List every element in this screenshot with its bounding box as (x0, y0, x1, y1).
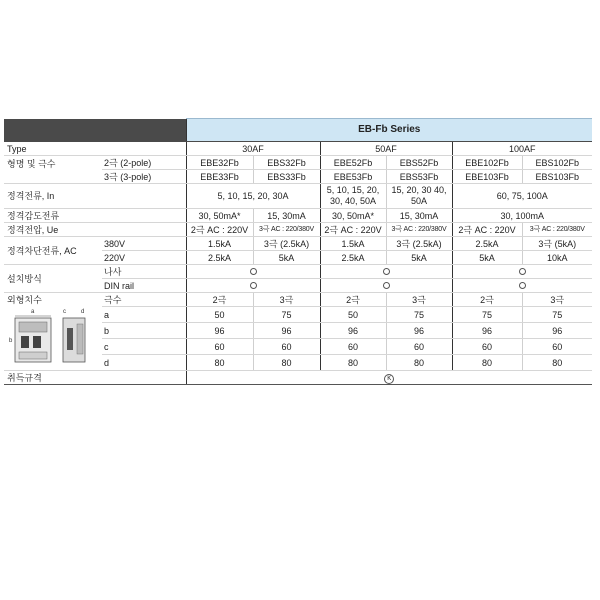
sensitivity-cell: 30, 50mA* (186, 209, 253, 223)
breaking-220v-label: 220V (102, 251, 186, 265)
type-label: Type (4, 142, 186, 156)
certification-row (4, 371, 592, 385)
rated-voltage-label: 정격전압, Ue (4, 223, 186, 237)
dim-cell: 96 (320, 323, 386, 339)
breaking-cell: 5kA (452, 251, 522, 265)
circle-mark-icon (383, 282, 390, 289)
dim-label-b: b (9, 338, 13, 344)
circle-mark-icon (519, 268, 526, 275)
sensitivity-label: 정격감도전류 (4, 209, 186, 223)
sensitivity-cell: 15, 30mA (386, 209, 452, 223)
breaking-cell: 3극 (5kA) (522, 237, 592, 251)
dim-cell: 96 (522, 323, 592, 339)
model-2pole-row (4, 156, 592, 170)
dim-cell: 96 (386, 323, 452, 339)
mounting-mark (452, 279, 592, 293)
spec-table-container (4, 118, 592, 385)
rated-current-label: 정격전류, In (4, 184, 186, 209)
breaking-cell: 5kA (386, 251, 452, 265)
certification-label: 취득규격 (4, 371, 186, 385)
series-title: EB-Fb Series (186, 119, 592, 142)
dim-cell: 80 (452, 355, 522, 371)
circle-mark-icon (383, 268, 390, 275)
spec-table (4, 118, 592, 385)
rated-current-30af: 5, 10, 15, 20, 30A (186, 184, 320, 209)
ks-mark-icon: K (384, 374, 394, 384)
poles-cell: 3극 (386, 293, 452, 307)
dim-cell: 80 (522, 355, 592, 371)
circle-mark-icon (519, 282, 526, 289)
voltage-cell: 3극 AC : 220/380V (253, 223, 320, 237)
model-cell: EBE102Fb (452, 156, 522, 170)
dim-cell: 75 (253, 307, 320, 323)
model-label: 형명 및 극수 (4, 156, 102, 184)
dim-cell: 60 (320, 339, 386, 355)
model-cell: EBE33Fb (186, 170, 253, 184)
poles-cell: 2극 (452, 293, 522, 307)
poles-cell: 2극 (186, 293, 253, 307)
model-cell: EBS53Fb (386, 170, 452, 184)
breaking-380v-label: 380V (102, 237, 186, 251)
dim-cell: 60 (186, 339, 253, 355)
series-header-row (4, 119, 592, 142)
dim-cell: 80 (253, 355, 320, 371)
model-cell: EBE103Fb (452, 170, 522, 184)
dimension-label: 외형치수 (7, 295, 42, 305)
breaking-cell: 3극 (2.5kA) (253, 237, 320, 251)
breaking-cell: 2.5kA (186, 251, 253, 265)
dim-cell: 80 (320, 355, 386, 371)
poles-cell: 3극 (253, 293, 320, 307)
rated-voltage-row (4, 223, 592, 237)
dim-cell: 60 (253, 339, 320, 355)
dim-cell: 75 (452, 307, 522, 323)
dimension-label-cell (4, 293, 102, 371)
poles-cell: 2극 (320, 293, 386, 307)
circle-mark-icon (250, 282, 257, 289)
sensitivity-row (4, 209, 592, 223)
model-cell: EBS103Fb (522, 170, 592, 184)
sensitivity-cell: 30, 100mA (452, 209, 592, 223)
breaking-label: 정격차단전류, AC (4, 237, 102, 265)
model-cell: EBE53Fb (320, 170, 386, 184)
circle-mark-icon (250, 268, 257, 275)
mounting-screw-label: 나사 (102, 265, 186, 279)
rated-current-100af: 60, 75, 100A (452, 184, 592, 209)
voltage-cell: 3극 AC : 220/380V (386, 223, 452, 237)
dim-cell: 96 (452, 323, 522, 339)
type-row (4, 142, 592, 156)
sensitivity-cell: 15, 30mA (253, 209, 320, 223)
dim-row-label: a (102, 307, 186, 323)
voltage-cell: 2극 AC : 220V (320, 223, 386, 237)
dim-cell: 60 (452, 339, 522, 355)
mounting-mark (186, 279, 320, 293)
dim-label-c: c (63, 309, 66, 315)
dim-row-label: b (102, 323, 186, 339)
dim-cell: 96 (186, 323, 253, 339)
dim-label-d: d (81, 309, 85, 315)
header-dark-band (4, 119, 186, 142)
rated-current-50af-ebe: 5, 10, 15, 20, 30, 40, 50A (320, 184, 386, 209)
mounting-din-label: DIN rail (102, 279, 186, 293)
mounting-mark (320, 279, 452, 293)
model-cell: EBS52Fb (386, 156, 452, 170)
dim-cell: 80 (186, 355, 253, 371)
model-cell: EBS102Fb (522, 156, 592, 170)
dimension-poles-row (4, 293, 592, 307)
model-cell: EBE52Fb (320, 156, 386, 170)
dim-cell: 60 (386, 339, 452, 355)
dim-cell: 80 (386, 355, 452, 371)
dim-row-label: d (102, 355, 186, 371)
rated-current-row (4, 184, 592, 209)
frame-100af: 100AF (452, 142, 592, 156)
breaking-cell: 1.5kA (186, 237, 253, 251)
poles-cell: 3극 (522, 293, 592, 307)
breaking-380v-row (4, 237, 592, 251)
mounting-screw-row (4, 265, 592, 279)
dim-cell: 60 (522, 339, 592, 355)
mounting-mark (186, 265, 320, 279)
frame-50af: 50AF (320, 142, 452, 156)
breaking-cell: 10kA (522, 251, 592, 265)
dim-row-label: c (102, 339, 186, 355)
two-pole-label: 2극 (2-pole) (102, 156, 186, 170)
mounting-label: 설치방식 (4, 265, 102, 293)
dim-label-a: a (31, 309, 35, 315)
dim-cell: 96 (253, 323, 320, 339)
sensitivity-cell: 30, 50mA* (320, 209, 386, 223)
dim-cell: 75 (522, 307, 592, 323)
breaking-cell: 5kA (253, 251, 320, 265)
model-cell: EBE32Fb (186, 156, 253, 170)
mounting-mark (452, 265, 592, 279)
breaker-drawing (7, 306, 100, 366)
breaking-cell: 1.5kA (320, 237, 386, 251)
breaking-cell: 2.5kA (320, 251, 386, 265)
breaker-outline-icon (7, 306, 97, 366)
frame-30af: 30AF (186, 142, 320, 156)
voltage-cell: 2극 AC : 220V (452, 223, 522, 237)
rated-current-50af-ebs: 15, 20, 30 40, 50A (386, 184, 452, 209)
poles-label: 극수 (102, 293, 186, 307)
mounting-mark (320, 265, 452, 279)
dim-cell: 75 (386, 307, 452, 323)
model-cell: EBS33Fb (253, 170, 320, 184)
dim-cell: 50 (186, 307, 253, 323)
three-pole-label: 3극 (3-pole) (102, 170, 186, 184)
dim-cell: 50 (320, 307, 386, 323)
voltage-cell: 3극 AC : 220/380V (522, 223, 592, 237)
model-cell: EBS32Fb (253, 156, 320, 170)
voltage-cell: 2극 AC : 220V (186, 223, 253, 237)
breaking-cell: 3극 (2.5kA) (386, 237, 452, 251)
certification-mark-cell (186, 371, 592, 385)
breaking-cell: 2.5kA (452, 237, 522, 251)
